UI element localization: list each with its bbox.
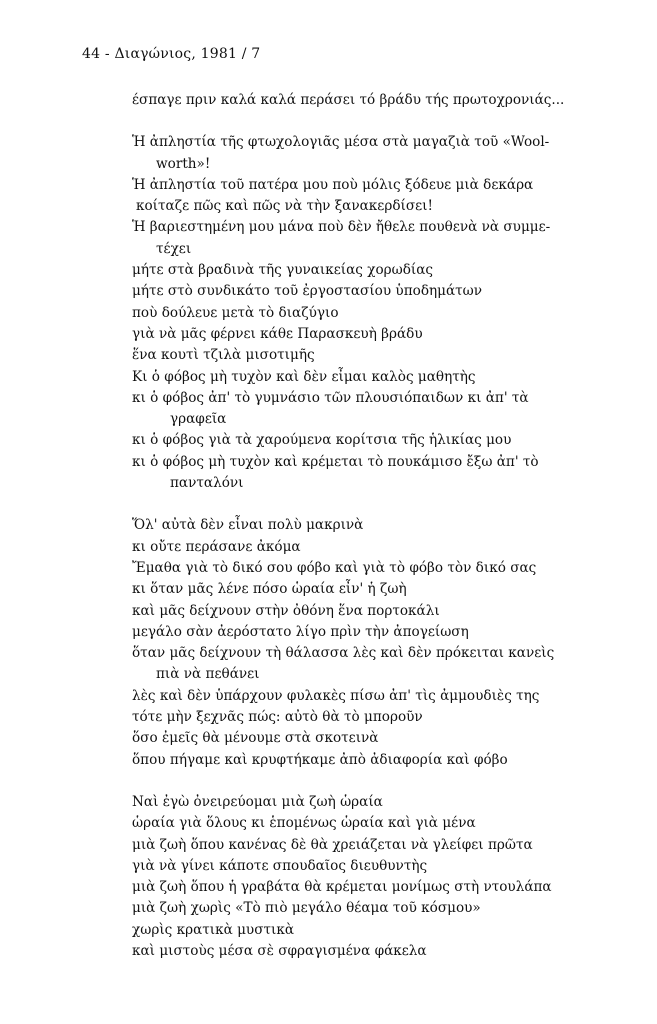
poem-line: μιὰ ζωὴ ὅπου κανένας δὲ θὰ χρειάζεται νὰ γλείφει πρῶτα (132, 836, 533, 853)
poem-line: ὅπου πήγαμε καὶ κρυφτήκαμε ἀπὸ ἀδιαφορία καὶ φόβο (132, 751, 508, 768)
poem-line: κι ὁ φόβος μὴ τυχὸν καὶ κρέμεται τὸ πουκάμισο ἔξω ἀπ' τὸ (132, 453, 539, 470)
poem-line-continuation: πανταλόνι (170, 475, 244, 492)
stanza-3 (132, 515, 637, 771)
poem-line: Ἔμαθα γιὰ τὸ δικό σου φόβο καὶ γιὰ τὸ φόβο τὸν δικό σας (132, 559, 537, 576)
poem-line: Ἡ βαριεστημένη μου μάνα ποὺ δὲν ἤθελε πουθενὰ νὰ συμμε- (132, 219, 551, 236)
poem-line: ὅσο ἐμεῖς θὰ μένουμε στὰ σκοτεινὰ (132, 730, 379, 747)
stanza-2 (132, 132, 637, 494)
poem-line: καὶ μιστοὺς μέσα σὲ σφραγισμένα φάκελα (132, 942, 427, 959)
poem-line: Ἡ ἀπληστία τῆς φτωχολογιᾶς μέσα στὰ μαγαζιὰ τοῦ «Wool- (132, 134, 550, 151)
poem-line: Κι ὁ φόβος μὴ τυχὸν καὶ δὲν εἶμαι καλὸς μαθητὴς (132, 368, 476, 385)
poem-line: Ἡ ἀπληστία τοῦ πατέρα μου ποὺ μόλις ξόδευε μιὰ δεκάρα (132, 176, 534, 193)
stanza-4 (132, 792, 637, 962)
stanza-1 (132, 90, 637, 111)
poem-line-continuation: πιὰ νὰ πεθάνει (156, 666, 260, 683)
poem-line: καὶ μᾶς δείχνουν στὴν ὀθόνη ἕνα πορτοκάλι (132, 602, 440, 619)
poem-line: κι οὔτε περάσανε ἀκόμα (132, 538, 301, 555)
poem-line: μεγάλο σὰν ἀερόστατο λίγο πρὶν τὴν ἀπογείωση (132, 623, 469, 640)
poem-line: έσπαγε πριν καλά καλά περάσει τό βράδυ τής πρωτοχρονιάς... (132, 92, 565, 108)
poem-line: Ὅλ' αὐτὰ δὲν εἶναι πολὺ μακρινὰ (132, 517, 364, 534)
poem-line: γιὰ νὰ μᾶς φέρνει κάθε Παρασκευὴ βράδυ (132, 325, 423, 342)
poem-line-continuation: τέχει (156, 240, 192, 257)
poem-line: ὅταν μᾶς δείχνουν τὴ θάλασσα λὲς καὶ δὲν πρόκειται κανεὶς (132, 645, 555, 662)
poem-line: τότε μὴν ξεχνᾶς πώς: αὐτὸ θὰ τὸ μποροῦν (132, 709, 423, 726)
page-header: 44 - Διαγώνιος, 1981 / 7 (82, 46, 261, 62)
poem-line: κι ὅταν μᾶς λένε πόσο ὡραία εἶν' ἡ ζωὴ (132, 581, 407, 598)
poem-line-continuation: γραφεῖα (170, 411, 227, 428)
poem-line: ὡραία γιὰ ὅλους κι ἑπομένως ὡραία καὶ γιὰ μένα (132, 815, 476, 832)
poem-line: χωρὶς κρατικὰ μυστικὰ (132, 921, 294, 938)
poem-line: ποὺ δούλευε μετὰ τὸ διαζύγιο (132, 304, 339, 321)
poem-line: κοίταζε πῶς καὶ πῶς νὰ τὴν ξανακερδίσει! (136, 198, 433, 215)
poem-line-continuation: worth»! (156, 155, 211, 172)
poem-line: Ναὶ ἐγὼ ὀνειρεύομαι μιὰ ζωὴ ὡραία (132, 793, 383, 810)
poem-line: κι ὁ φόβος γιὰ τὰ χαρούμενα κορίτσια τῆς ἡλικίας μου (132, 432, 512, 449)
poem-line: ἕνα κουτὶ τζιλὰ μισοτιμῆς (132, 347, 315, 364)
poem-line: μήτε στὸ συνδικάτο τοῦ ἐργοστασίου ὑποδημάτων (132, 283, 483, 300)
poem (132, 90, 637, 983)
poem-line: γιὰ νὰ γίνει κάποτε σπουδαῖος διευθυντὴς (132, 857, 428, 874)
poem-line: μιὰ ζωὴ ὅπου ἡ γραβάτα θὰ κρέμεται μονίμως στὴ ντουλάπα (132, 879, 552, 896)
poem-line: μιὰ ζωὴ χωρὶς «Τὸ πιὸ μεγάλο θέαμα τοῦ κόσμου» (132, 900, 481, 917)
poem-line: κι ὁ φόβος ἀπ' τὸ γυμνάσιο τῶν πλουσιόπαιδων κι ἀπ' τὰ (132, 389, 529, 406)
poem-line: λὲς καὶ δὲν ὑπάρχουν φυλακὲς πίσω ἀπ' τὶς ἀμμουδιὲς της (132, 687, 540, 704)
poem-line: μήτε στὰ βραδινὰ τῆς γυναικείας χορωδίας (132, 262, 434, 279)
